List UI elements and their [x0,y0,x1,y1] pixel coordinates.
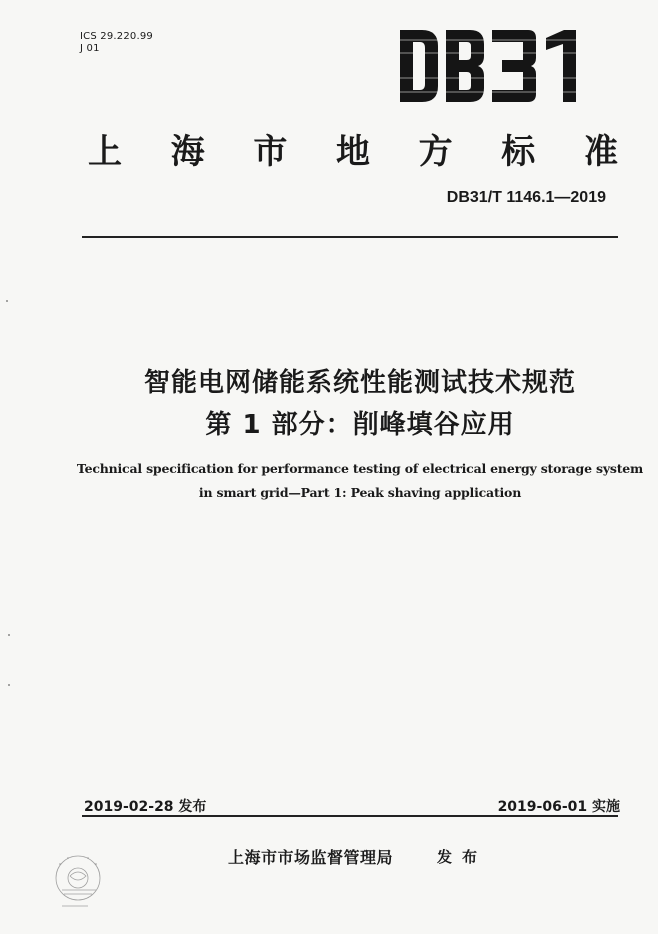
ccs-code: J 01 [80,43,100,54]
cn-title-line1: 智能电网储能系统性能测试技术规范 [143,368,576,398]
issuing-authority: 上海市市场监督管理局 [228,848,394,867]
standard-type-char: 准 [583,132,618,172]
cn-title-line2: 第 1 部分：削峰填谷应用 [205,410,515,440]
standard-number: DB31/T 1146.1—2019 [446,189,606,206]
release-date: 2019-02-28 发布 [84,799,207,815]
standard-type-char: 方 [418,132,453,172]
classification-codes [80,31,153,55]
implement-date: 2019-06-01 实施 [497,799,620,815]
scan-speck [6,300,8,302]
scan-speck [8,684,10,686]
ics-code: ICS 29.220.99 [80,31,153,42]
en-title-line1: Technical specification for performance testing of electrical energy storage system [76,461,644,476]
standard-type-heading [88,124,618,173]
standard-type-char: 地 [335,132,370,172]
scan-speck [8,634,10,636]
db31-logo [396,26,584,106]
standard-type-char: 市 [253,132,288,172]
standard-type-char: 海 [170,132,205,172]
standard-type-char: 上 [88,132,122,172]
stamp-seal [40,850,120,916]
bottom-divider [82,815,618,817]
standard-type-char: 标 [501,132,536,172]
en-title-line2: in smart grid—Part 1: Peak shaving application [198,485,522,500]
issue-label: 发布 [437,848,488,866]
top-divider [82,236,618,238]
